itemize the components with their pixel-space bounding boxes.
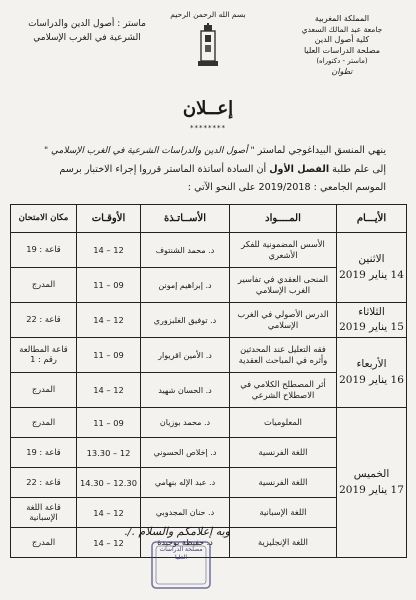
subject-cell: المنحى العقدي في تفاسير الغرب الإسلامي bbox=[230, 268, 337, 303]
day-date: 15 يناير 2019 bbox=[339, 321, 404, 333]
table-row bbox=[11, 338, 407, 373]
header-room: مكان الامتحان bbox=[11, 205, 77, 233]
day-cell bbox=[337, 233, 407, 303]
room-cell: قاعة : 19 bbox=[11, 233, 77, 268]
exam-schedule-table bbox=[10, 204, 407, 558]
subject-cell: المعلوميات bbox=[230, 408, 337, 438]
room-cell: المدرج bbox=[11, 408, 77, 438]
header-professors: الأســاتـذة bbox=[141, 205, 230, 233]
room-cell: قاعة : 22 bbox=[11, 468, 77, 498]
minaret-logo-icon bbox=[195, 23, 221, 67]
professor-cell: د. الحسان شهيد bbox=[141, 373, 230, 408]
header-days: الأيـــام bbox=[337, 205, 407, 233]
professor-cell: د. عبد الإله بنهامي bbox=[141, 468, 230, 498]
day-cell bbox=[337, 338, 407, 408]
table-row bbox=[11, 233, 407, 268]
title-separator: ******** bbox=[190, 124, 226, 132]
subject-cell: فقه التعليل عند المحدثين وأثره في المباحث العقدية bbox=[230, 338, 337, 373]
day-cell bbox=[337, 408, 407, 558]
header-subjects: المــــواد bbox=[230, 205, 337, 233]
subject-cell: اللغة الفرنسية bbox=[230, 438, 337, 468]
time-cell: 12.30 – 14.30 bbox=[77, 468, 141, 498]
professor-cell: د. حنان المجدوبي bbox=[141, 498, 230, 528]
program-line: ماستر : أصول الدين والدراسات bbox=[28, 19, 146, 29]
header-line: مصلحة الدراسات العليا bbox=[303, 45, 381, 55]
announcement-title: إعــلان bbox=[182, 98, 234, 119]
professor-cell: د. محمد بوزيان bbox=[141, 408, 230, 438]
header-line: المملكة المغربية bbox=[314, 14, 370, 23]
professor-cell: د. محمد الشنتوف bbox=[141, 233, 230, 268]
room-cell: المدرج bbox=[11, 528, 77, 558]
subject-cell: الدرس الأصولي في الغرب الإسلامي bbox=[230, 303, 337, 338]
professor-cell: د. حفيظة بوجيدة bbox=[141, 528, 230, 558]
day-name: الأربعاء bbox=[356, 358, 387, 371]
header-times: الأوقـات bbox=[77, 205, 141, 233]
basmala: بسم الله الرحمن الرحيم bbox=[170, 10, 246, 19]
time-cell: 09 – 11 bbox=[77, 338, 141, 373]
time-cell: 12 – 13.30 bbox=[77, 438, 141, 468]
time-cell: 09 – 11 bbox=[77, 268, 141, 303]
day-date: 17 يناير 2019 bbox=[339, 483, 404, 496]
professor-cell: د. إبراهيم إمونن bbox=[141, 268, 230, 303]
day-date: 14 يناير 2019 bbox=[339, 268, 404, 281]
header-line: جامعة عبد المالك السعدي bbox=[301, 24, 383, 34]
time-cell: 12 – 14 bbox=[77, 373, 141, 408]
room-cell: المدرج bbox=[11, 373, 77, 408]
professor-cell: د. إخلاص الحسوني bbox=[141, 438, 230, 468]
institution-header bbox=[282, 14, 402, 78]
room-cell: المدرج bbox=[11, 268, 77, 303]
time-cell: 12 – 14 bbox=[77, 528, 141, 558]
room-cell: قاعة المطالعة رقم : 1 bbox=[11, 338, 77, 373]
time-cell: 12 – 14 bbox=[77, 498, 141, 528]
day-name: الثلاثاء bbox=[358, 305, 385, 318]
program-header bbox=[18, 18, 156, 46]
program-line: الشرعية في الغرب الإسلامي bbox=[33, 32, 141, 43]
header-center bbox=[160, 10, 256, 67]
day-cell bbox=[337, 303, 407, 338]
table-row bbox=[11, 408, 407, 438]
day-name: الاثنين bbox=[358, 253, 385, 266]
professor-cell: د. الأمين اقريوار bbox=[141, 338, 230, 373]
time-cell: 12 – 14 bbox=[77, 303, 141, 338]
day-name: الخميس bbox=[353, 468, 390, 481]
subject-cell: أثر المصطلح الكلامي في الاصطلاح الشرعي bbox=[230, 373, 337, 408]
time-cell: 09 – 11 bbox=[77, 408, 141, 438]
header-line: (ماستر - دكتوراه) bbox=[316, 56, 368, 65]
day-date: 16 يناير 2019 bbox=[339, 373, 404, 386]
professor-cell: د. توفيق الغلبزوري bbox=[141, 303, 230, 338]
subject-cell: اللغة الإنجليزية bbox=[230, 528, 337, 558]
subject-cell: الأسس المضمونية للفكر الأشعري bbox=[230, 233, 337, 268]
header-line: كلية أصول الدين bbox=[314, 34, 370, 44]
subject-cell: اللغة الفرنسية bbox=[230, 468, 337, 498]
stamp-text: مصلحة الدراسات العليا bbox=[159, 546, 203, 561]
room-cell: قاعة اللغة الإسبانية bbox=[11, 498, 77, 528]
intro-paragraph bbox=[16, 142, 386, 198]
subject-cell: اللغة الإسبانية bbox=[230, 498, 337, 528]
intro-line-2: إلى علم طلبة الفصل الأول أن السادة أساتذة الماستر قرروا إجراء الاختبار برسم bbox=[59, 163, 386, 175]
room-cell: قاعة : 22 bbox=[11, 303, 77, 338]
intro-line-1: ينهي المنسق البيداغوجي لماستر " أصول الدين والدراسات الشرعية في الغرب الإسلامي " bbox=[44, 145, 386, 156]
room-cell: قاعة : 19 bbox=[11, 438, 77, 468]
table-row bbox=[11, 303, 407, 338]
closing-line: وبه إعلامكم والسلام ./. bbox=[124, 525, 230, 538]
intro-line-3: الموسم الجامعي : 2019/2018 على النحو الآتي : bbox=[187, 182, 386, 194]
table-header-row bbox=[11, 205, 407, 233]
header-line: تطوان bbox=[331, 66, 353, 76]
time-cell: 12 – 14 bbox=[77, 233, 141, 268]
